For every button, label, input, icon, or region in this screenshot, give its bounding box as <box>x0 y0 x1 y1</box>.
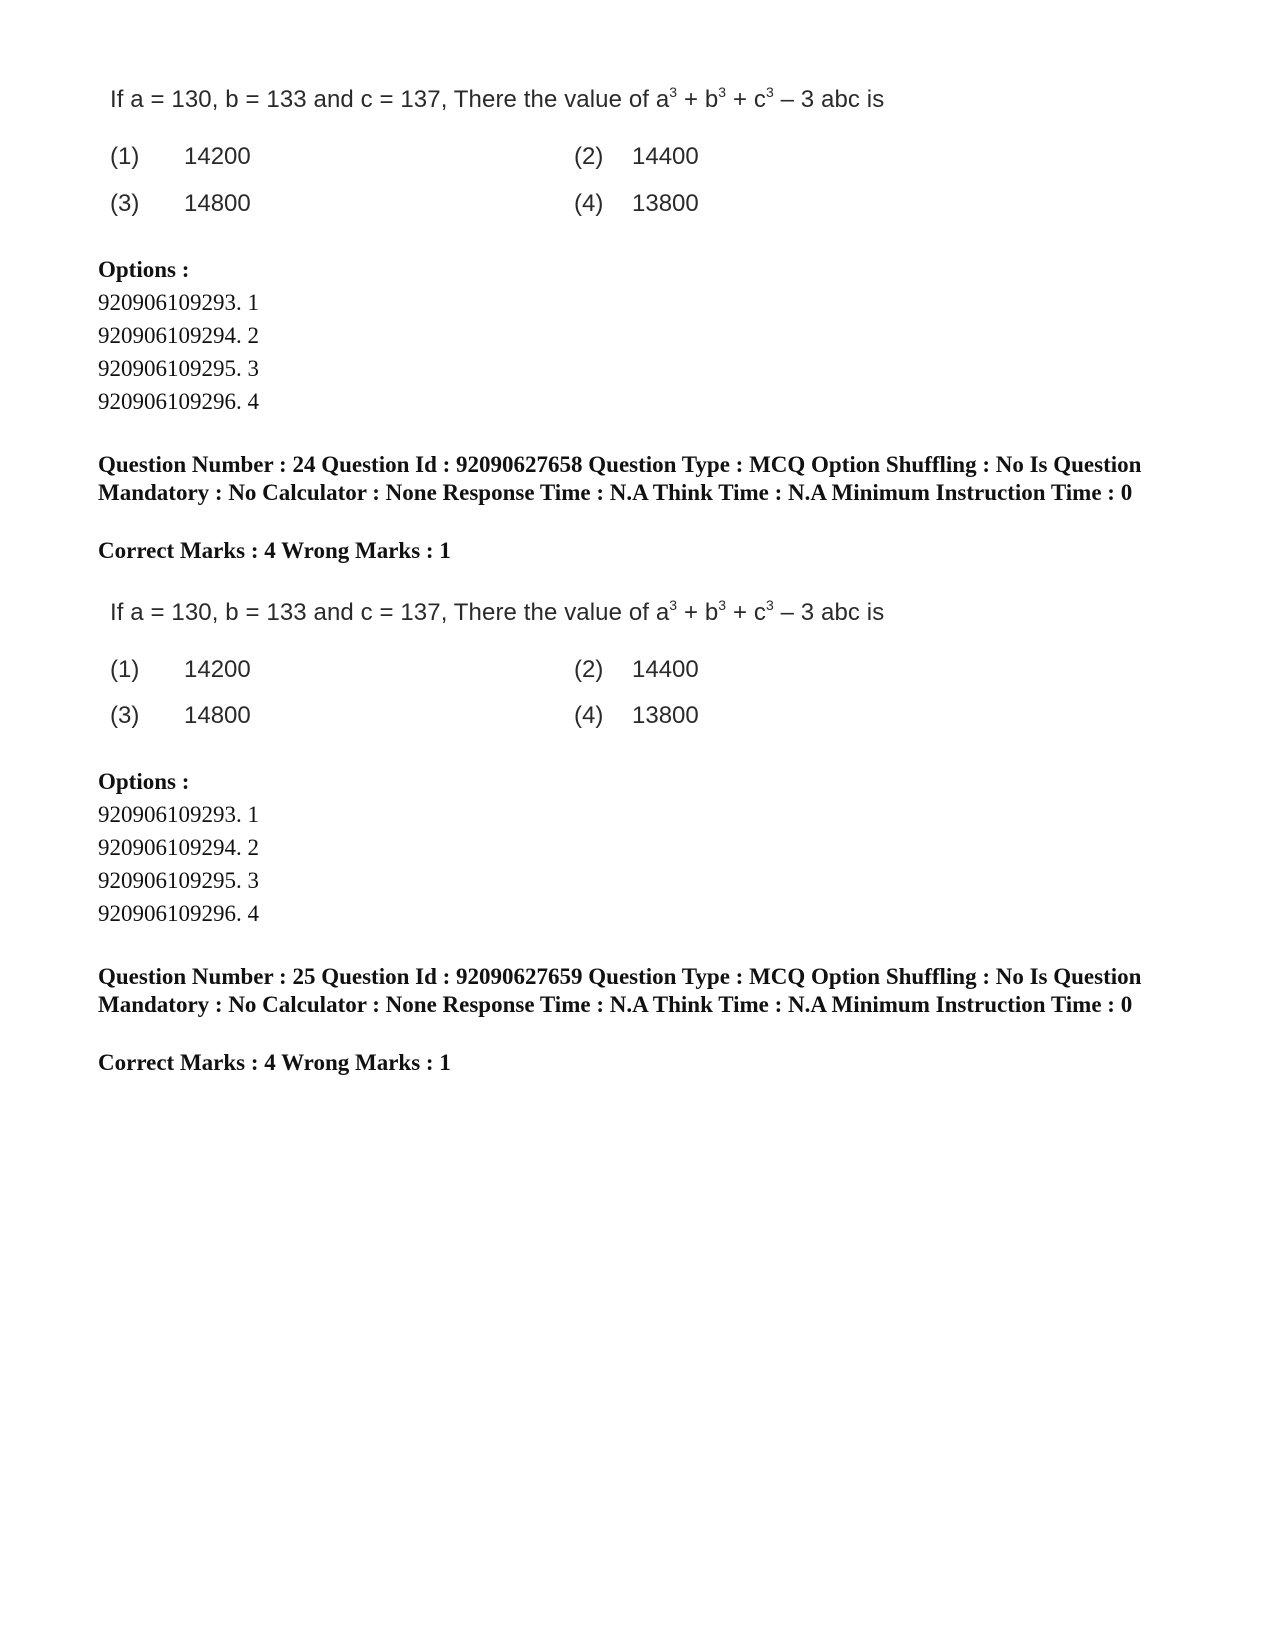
choice-3: (3) 14800 <box>110 190 251 217</box>
question-image <box>110 599 930 739</box>
choice-1: (1) 14200 <box>110 143 251 170</box>
option-line: 920906109295. 3 <box>98 356 259 381</box>
choice-2: (2) 14400 <box>574 143 699 170</box>
question-meta: Question Number : 25 Question Id : 92090627659 Question Type : MCQ Option Shuffling : No Is Question Mandatory : No Calculator : None Response Time : N.A Think Time : N.A Minimum Instruction Time : 0 <box>98 964 1142 1017</box>
options-heading: Options : <box>98 769 190 794</box>
option-line: 920906109293. 1 <box>98 290 259 315</box>
options-heading: Options : <box>98 257 190 282</box>
option-line: 920906109296. 4 <box>98 389 259 414</box>
marks-line: Correct Marks : 4 Wrong Marks : 1 <box>98 538 451 563</box>
choice-1: (1) 14200 <box>110 656 251 683</box>
marks-line: Correct Marks : 4 Wrong Marks : 1 <box>98 1050 451 1075</box>
option-line: 920906109293. 1 <box>98 802 259 827</box>
question-stem: If a = 130, b = 133 and c = 137, There the value of $a^3 + b^3 + c^3 - 3$ abc is <box>110 597 885 626</box>
choice-4: (4) 13800 <box>574 702 699 729</box>
choice-4: (4) 13800 <box>574 190 699 217</box>
question-image <box>110 86 930 226</box>
option-line: 920906109295. 3 <box>98 868 259 893</box>
question-stem: If a = 130, b = 133 and c = 137, There the value of $a^3 + b^3 + c^3 - 3$ abc is <box>110 84 885 113</box>
option-line: 920906109294. 2 <box>98 323 259 348</box>
choice-3: (3) 14800 <box>110 702 251 729</box>
question-meta: Question Number : 24 Question Id : 92090627658 Question Type : MCQ Option Shuffling : No Is Question Mandatory : No Calculator : None Response Time : N.A Think Time : N.A Minimum Instruction Time : 0 <box>98 452 1142 505</box>
choice-2: (2) 14400 <box>574 656 699 683</box>
option-line: 920906109294. 2 <box>98 835 259 860</box>
option-line: 920906109296. 4 <box>98 901 259 926</box>
